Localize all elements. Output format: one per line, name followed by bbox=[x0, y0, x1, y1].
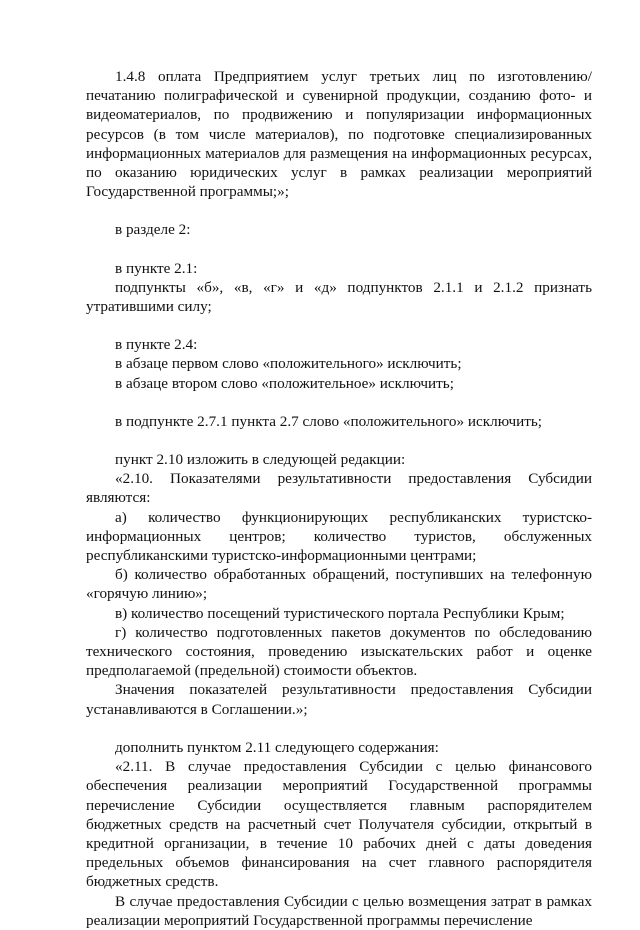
point-2-4-second: в абзаце втором слово «положительное» исключить; bbox=[115, 374, 454, 392]
point-2-10-heading: «2.10. Показателями результативности предоставления Субсидии являются: bbox=[86, 470, 592, 507]
point-2-10-item-g: г) количество подготовленных пакетов документов по обследованию технического состояния, проведению изыскательских работ и оценке предполагаемой (предельной) стоимости объектов. bbox=[86, 623, 592, 680]
section-2-heading: в разделе 2: bbox=[115, 221, 191, 239]
point-2-11-intro: дополнить пунктом 2.11 следующего содержания: bbox=[115, 738, 439, 756]
point-2-1-text: подпункты «б», «в, «г» и «д» подпунктов 2.1.1 и 2.1.2 признать утратившими силу; bbox=[86, 278, 592, 316]
point-2-10-item-b: б) количество обработанных обращений, поступивших на телефонную «горячую линию»; bbox=[86, 566, 592, 603]
point-2-10-item-a: а) количество функционирующих республиканских туристско-информационных центров; количество туристов, обслуженных республиканскими туристско-информационными центрами; bbox=[86, 508, 592, 565]
point-2-1-heading: в пункте 2.1: bbox=[115, 259, 198, 277]
point-2-10-item-v: в) количество посещений туристического портала Республики Крым; bbox=[115, 604, 565, 622]
subpoint-2-7-1: в подпункте 2.7.1 пункта 2.7 слово «положительного» исключить; bbox=[115, 412, 543, 430]
point-2-4-first: в абзаце первом слово «положительного» исключить; bbox=[115, 355, 462, 373]
point-2-4-heading: в пункте 2.4: bbox=[115, 336, 198, 354]
point-2-11-paragraph-1: «2.11. В случае предоставления Субсидии с целью финансового обеспечения реализации мероприятий Государственной программы перечисление Субсидии осуществляется главным распорядителем бюджетных средств на расчетный счет Получателя субсидии, открытый в кредитной организации, в течение 10 рабочих дней с даты доведения предельных объемов финансирования на счет главного распорядителя бюджетных средств. bbox=[86, 758, 592, 891]
point-2-10-values: Значения показателей результативности предоставления Субсидии устанавливаются в Соглашении.»; bbox=[86, 681, 592, 718]
point-2-11-paragraph-2: В случае предоставления Субсидии с целью возмещения затрат в рамках реализации мероприятий Государственной программы перечисление bbox=[86, 892, 592, 929]
point-2-10-intro: пункт 2.10 изложить в следующей редакции: bbox=[115, 451, 406, 469]
paragraph-1-4-8: 1.4.8 оплата Предприятием услуг третьих лиц по изготовлению/печатанию полиграфической и сувенирной продукции, созданию фото- и видеоматериалов, по продвижению и популяризации информационных ресурсов (в том числе материалов), по подготовке специализированных информационных материалов для размещения на информационных ресурсах, по оказанию юридических услуг в рамках реализации мероприятий Государственной программы;»; bbox=[86, 68, 592, 201]
